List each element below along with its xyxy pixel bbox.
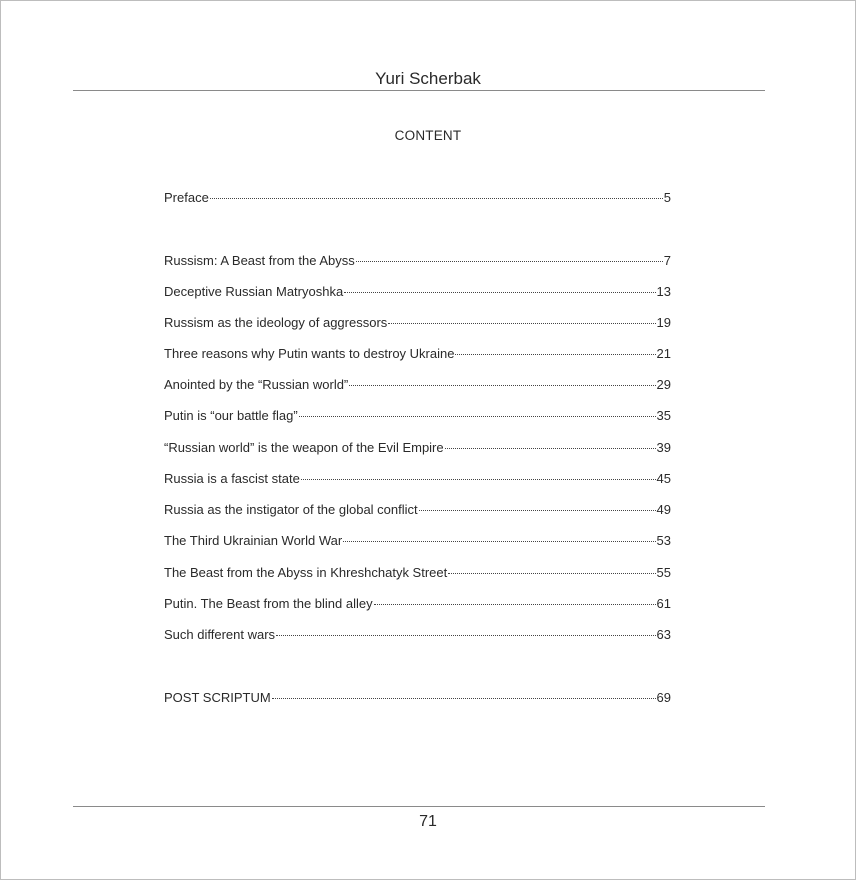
toc-entry-title: Russism: A Beast from the Abyss (164, 253, 355, 268)
toc-entry (164, 346, 671, 361)
toc-entry (164, 596, 671, 611)
toc-entry (164, 471, 671, 486)
toc-entry-title: Putin. The Beast from the blind alley (164, 596, 373, 611)
toc-entry (164, 627, 671, 642)
toc-entry-page: 45 (656, 471, 671, 486)
dot-leader (343, 541, 655, 542)
toc-entry-title: “Russian world” is the weapon of the Evil Empire (164, 440, 444, 455)
toc-entry (164, 565, 671, 580)
toc-entry-page: 29 (656, 377, 671, 392)
toc-entry-page: 69 (656, 690, 671, 705)
toc-entry-title: Three reasons why Putin wants to destroy Ukraine (164, 346, 455, 361)
dot-leader (344, 292, 655, 293)
dot-leader (210, 198, 663, 199)
header-rule (73, 90, 765, 91)
toc-entry (164, 315, 671, 330)
dot-leader (272, 698, 656, 699)
toc-entry-page: 35 (656, 408, 671, 423)
toc-entry-page: 13 (656, 284, 671, 299)
toc-entry-page: 5 (663, 190, 671, 205)
dot-leader (349, 385, 655, 386)
toc-entry-page: 63 (656, 627, 671, 642)
toc-entry-title: Deceptive Russian Matryoshka (164, 284, 344, 299)
toc-entry-post-scriptum (164, 690, 671, 705)
toc-entry-page: 7 (663, 253, 671, 268)
dot-leader (374, 604, 656, 605)
toc-entry-page: 55 (656, 565, 671, 580)
toc-entry-page: 49 (656, 502, 671, 517)
toc-entry-title: Russia as the instigator of the global conflict (164, 502, 418, 517)
toc-entry (164, 408, 671, 423)
footer-rule (73, 806, 765, 807)
dot-leader (445, 448, 656, 449)
dot-leader (299, 416, 656, 417)
dot-leader (276, 635, 655, 636)
dot-leader (388, 323, 655, 324)
toc-entry (164, 502, 671, 517)
toc-entry-title: POST SCRIPTUM (164, 690, 271, 705)
toc-entry-title: Anointed by the “Russian world” (164, 377, 349, 392)
dot-leader (356, 261, 663, 262)
toc-entry-title: Putin is “our battle flag” (164, 408, 298, 423)
dot-leader (455, 354, 655, 355)
toc-entry (164, 253, 671, 268)
toc-entry-title: Such different wars (164, 627, 276, 642)
toc-entry-title: Russism as the ideology of aggressors (164, 315, 388, 330)
toc-entry (164, 377, 671, 392)
toc-entry-title: Preface (164, 190, 209, 205)
toc-entry-page: 21 (656, 346, 671, 361)
dot-leader (301, 479, 656, 480)
toc-entry-title: Russia is a fascist state (164, 471, 300, 486)
toc-entry (164, 440, 671, 455)
toc-entry-title: The Third Ukrainian World War (164, 533, 343, 548)
dot-leader (419, 510, 656, 511)
toc-entry (164, 284, 671, 299)
toc-entry-title: The Beast from the Abyss in Khreshchatyk Street (164, 565, 448, 580)
toc-entry (164, 533, 671, 548)
toc-entry-page: 39 (656, 440, 671, 455)
toc-entry-preface (164, 190, 671, 205)
toc-entry-page: 19 (656, 315, 671, 330)
page-number: 71 (419, 813, 437, 830)
dot-leader (448, 573, 655, 574)
section-title: CONTENT (394, 128, 462, 143)
running-header-author: Yuri Scherbak (375, 69, 481, 88)
toc-entry-page: 53 (656, 533, 671, 548)
toc-entry-page: 61 (656, 596, 671, 611)
